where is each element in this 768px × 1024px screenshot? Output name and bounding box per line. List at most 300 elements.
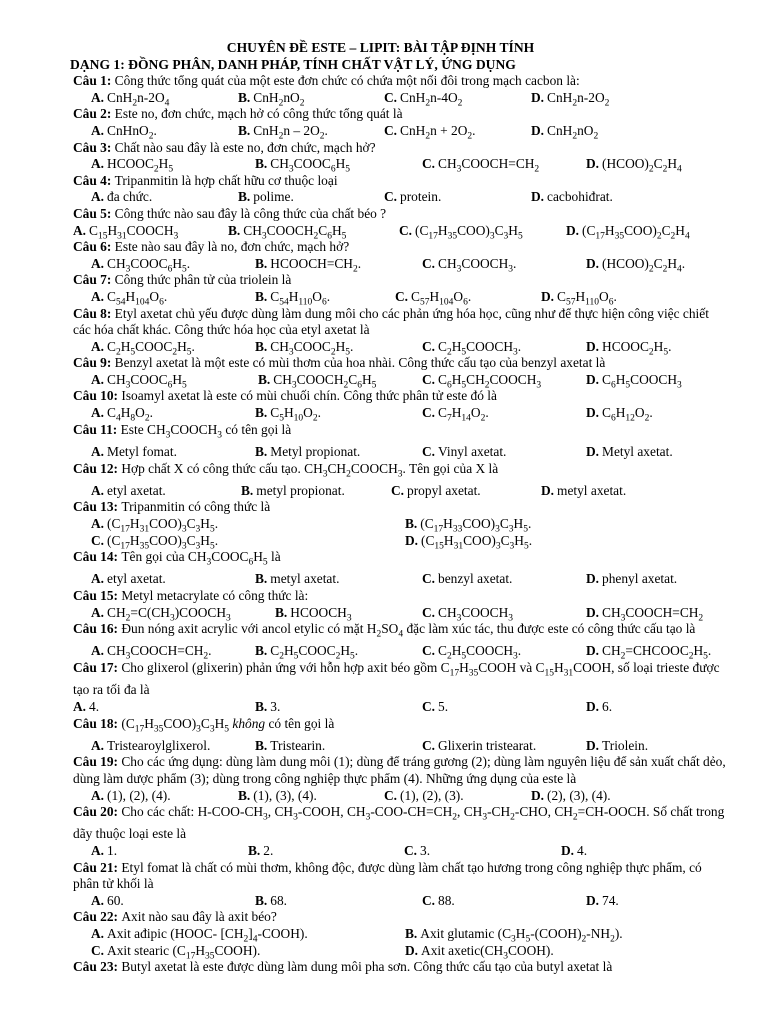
options-row <box>73 90 728 107</box>
option-text: Tristearoylglixerol. <box>107 737 211 753</box>
option-label: C. <box>399 222 413 238</box>
option-text: Axit $axetic(CH_3COOH)$. <box>421 942 554 962</box>
option-d[interactable] <box>586 444 673 461</box>
question-number: Câu 9: <box>73 355 115 371</box>
question-number: Câu 22: <box>73 909 122 925</box>
option-c[interactable] <box>404 843 430 860</box>
option-label: C. <box>384 787 398 803</box>
option-d[interactable] <box>405 533 532 555</box>
options-row <box>73 444 728 461</box>
option-text: $C_{15}H_{31}COOCH_3$ <box>89 222 179 242</box>
option-label: A. <box>91 288 105 304</box>
option-label: A. <box>91 89 105 105</box>
option-text: cacbohiđrat. <box>547 189 613 205</box>
option-text: etyl axetat. <box>107 482 166 498</box>
option-label: B. <box>255 737 268 753</box>
question-number: Câu 19: <box>73 754 122 770</box>
option-text: $C_{54}H_{110}O_6$. <box>270 288 331 308</box>
option-text: $CH_3COOCH_2C_6H_5$ <box>273 371 377 391</box>
option-text: $CnH_2n-2O_4$ <box>107 89 170 109</box>
option-b[interactable] <box>255 699 280 716</box>
question-text: Đun nóng axit acrylic với ancol etylic có mặt $H_2SO_4$ đặc làm xúc tác, thu được este có công thức cấu tạo là <box>121 621 696 640</box>
option-label: B. <box>258 371 271 387</box>
option-label: D. <box>566 222 580 238</box>
options-row <box>73 516 728 533</box>
option-label: D. <box>541 288 555 304</box>
question-number: Câu 11: <box>73 421 121 437</box>
option-label: D. <box>586 892 600 908</box>
option-b[interactable] <box>228 223 346 245</box>
question-22 <box>73 909 728 926</box>
question-text: Cho các ứng dụng: dùng làm dung môi (1); dùng để tráng gương (2); dùng làm nguyên liệu để sản xuất chất dẻo, dùng làm dược phẩm (3); dùng trong công nghiệp thực phẩm (4). Những ứng dụng của este là <box>73 754 726 786</box>
option-label: D. <box>586 737 600 753</box>
question-number: Câu 8: <box>73 305 115 321</box>
option-label: D. <box>405 942 419 958</box>
option-text: $C_{54}H_{104}O_6$. <box>107 288 168 308</box>
option-label: C. <box>422 571 436 587</box>
option-text: polime. <box>253 189 294 205</box>
option-label: B. <box>405 925 418 941</box>
option-text: Axit glutamic $(C_3H_5-(COOH)_2-NH_2)$. <box>420 925 623 945</box>
option-text: $(C_{17}H_{35}COO)_3C_3H_5$. <box>107 532 219 552</box>
option-label: C. <box>422 643 436 659</box>
option-label: B. <box>255 405 268 421</box>
option-text: $C_4H_8O_2$. <box>107 405 153 424</box>
option-label: D. <box>405 532 419 548</box>
question-number: Câu 23: <box>73 959 122 975</box>
option-text: $C_2H_5COOCH_3$. <box>438 338 522 358</box>
option-text: (1), (2), (3). <box>400 787 464 803</box>
options-row <box>73 223 728 240</box>
option-a[interactable] <box>91 289 167 311</box>
question-number: Câu 13: <box>73 499 122 515</box>
option-d[interactable] <box>586 571 677 588</box>
option-text: propyl axetat. <box>407 482 481 498</box>
option-text: Glixerin tristearat. <box>438 737 537 753</box>
option-text: $HCOOC_2H_5$ <box>107 156 174 175</box>
option-b[interactable] <box>255 893 287 910</box>
option-text: $C_2H_5COOC_2H_5$. <box>270 643 359 663</box>
option-label: D. <box>586 255 600 271</box>
option-d[interactable] <box>586 643 711 665</box>
option-label: C. <box>422 338 436 354</box>
question-text: Este nào sau đây là no, đơn chức, mạch hở? <box>114 239 350 255</box>
question-5 <box>73 206 728 223</box>
option-d[interactable] <box>586 156 682 178</box>
option-label: B. <box>255 255 268 271</box>
option-label: C. <box>422 156 436 172</box>
option-label: A. <box>91 189 105 205</box>
option-label: A. <box>91 843 105 859</box>
option-d[interactable] <box>531 788 611 805</box>
option-d[interactable] <box>566 223 690 245</box>
option-a[interactable] <box>91 189 152 206</box>
option-b[interactable] <box>255 444 360 461</box>
option-label: B. <box>255 443 268 459</box>
option-b[interactable] <box>238 90 304 112</box>
option-text: CnHnO$_2$. <box>107 122 157 142</box>
question-text: Butyl axetat là este được dùng làm dung môi pha sơn. Công thức cấu tạo của butyl axetat là <box>121 959 613 975</box>
option-text: $(C_{17}H_{31}COO)_3C_3H_5$. <box>107 515 219 535</box>
option-c[interactable] <box>422 893 455 910</box>
options-row <box>73 256 728 273</box>
option-c[interactable] <box>384 189 441 206</box>
option-a[interactable] <box>91 156 173 178</box>
option-d[interactable] <box>586 605 703 627</box>
question-text: Metyl metacrylate có công thức là: <box>121 588 309 604</box>
option-label: C. <box>422 255 436 271</box>
option-label: A. <box>91 122 105 138</box>
option-label: C. <box>422 443 436 459</box>
options-row <box>73 699 728 716</box>
question-12 <box>73 461 728 483</box>
options-row <box>73 605 728 622</box>
page-title: CHUYÊN ĐỀ ESTE – LIPIT: BÀI TẬP ĐỊNH TÍNH <box>226 40 535 55</box>
option-text: 5. <box>438 698 449 714</box>
option-d[interactable] <box>561 843 587 860</box>
option-text: $CH_3COOCH=CH_2$ <box>438 156 540 175</box>
option-b[interactable] <box>255 156 350 178</box>
option-label: D. <box>531 122 545 138</box>
option-c[interactable] <box>422 372 541 394</box>
option-label: A. <box>91 255 105 271</box>
option-c[interactable] <box>422 256 516 278</box>
option-a[interactable] <box>91 256 190 278</box>
option-b[interactable] <box>255 289 330 311</box>
option-b[interactable] <box>255 571 339 588</box>
options-row <box>73 289 728 306</box>
option-text: $(C_{17}H_{35}COO)_3C_3H_5$ <box>415 222 523 242</box>
option-d[interactable] <box>541 289 617 311</box>
option-label: C. <box>404 843 418 859</box>
option-b[interactable] <box>238 189 294 206</box>
option-text: $(HCOO)_2C_2H_4$ <box>602 156 682 175</box>
option-d[interactable] <box>586 372 682 394</box>
option-a[interactable] <box>91 843 117 860</box>
option-label: B. <box>405 515 418 531</box>
option-label: C. <box>395 288 409 304</box>
option-text: 68. <box>270 892 288 908</box>
options-row <box>73 571 728 588</box>
option-text: $CH_3COOCH_3$. <box>438 255 517 275</box>
option-text: $CH_3COOC_6H_5$ <box>270 156 351 175</box>
option-text: $CnH_2nO_2$ <box>253 89 305 109</box>
option-text: etyl axetat. <box>107 571 166 587</box>
option-label: D. <box>586 604 600 620</box>
option-text: $CH_3COOC_6H_5$ <box>107 371 187 391</box>
option-text: protein. <box>400 189 442 205</box>
option-c[interactable] <box>422 571 512 588</box>
option-label: A. <box>91 737 105 753</box>
option-text: $C_6H_5COOCH_3$ <box>602 371 682 391</box>
options-row <box>73 788 728 805</box>
option-text: $CH_3COOCH_2C_6H_5$ <box>243 222 347 242</box>
question-number: Câu 14: <box>73 549 122 565</box>
option-label: D. <box>586 371 600 387</box>
option-d[interactable] <box>541 483 626 500</box>
option-c[interactable] <box>422 605 513 627</box>
option-label: D. <box>531 787 545 803</box>
option-text: $C_6H_5CH_2COOCH_3$ <box>438 371 542 391</box>
option-label: A. <box>91 405 105 421</box>
option-text: $HCOOCH=CH_2$. <box>270 255 362 275</box>
option-label: B. <box>255 892 268 908</box>
option-label: A. <box>91 482 105 498</box>
option-a[interactable] <box>91 738 210 755</box>
option-b[interactable] <box>255 339 353 361</box>
option-text: $C_5H_{10}O_2$. <box>270 405 321 424</box>
option-a[interactable] <box>91 444 177 461</box>
question-number: Câu 1: <box>73 73 115 89</box>
option-d[interactable] <box>531 189 613 206</box>
option-label: C. <box>422 698 436 714</box>
option-b[interactable] <box>241 483 345 500</box>
options-row <box>73 372 728 389</box>
option-c[interactable] <box>422 444 506 461</box>
option-b[interactable] <box>255 256 361 278</box>
option-d[interactable] <box>405 943 554 965</box>
question-text: Benzyl axetat là một este có mùi thơm của hoa nhài. Công thức cấu tạo của benzyl axetat là <box>114 355 606 371</box>
option-text: Axit stearic $(C_{17}H_{35}COOH)$. <box>107 942 261 962</box>
option-d[interactable] <box>531 90 609 112</box>
question-text: Este no, đơn chức, mạch hở có công thức tổng quát là <box>114 106 403 122</box>
option-b[interactable] <box>258 372 376 394</box>
question-text: Isoamyl axetat là este có mùi chuối chín. Công thức phân tử este đó là <box>121 388 497 404</box>
option-label: D. <box>541 482 555 498</box>
option-d[interactable] <box>586 738 648 755</box>
option-text: 3. <box>270 698 281 714</box>
question-number: Câu 6: <box>73 239 115 255</box>
options-row <box>73 123 728 140</box>
option-c[interactable] <box>422 156 539 178</box>
options-row <box>73 189 728 206</box>
options-row <box>73 483 728 500</box>
option-label: C. <box>91 942 105 958</box>
option-text: 1. <box>107 843 118 859</box>
option-label: B. <box>255 156 268 172</box>
option-text: $CH_3COOCH=CH_2$ <box>602 604 704 624</box>
option-c[interactable] <box>399 223 523 245</box>
option-text: benzyl axetat. <box>438 571 513 587</box>
option-a[interactable] <box>91 483 166 500</box>
question-text: Công thức phân tử của triolein là <box>114 272 292 288</box>
option-text: 4. <box>577 843 588 859</box>
option-text: Tristearin. <box>270 737 326 753</box>
option-text: $(C_{17}H_{33}COO)_3C_3H_5$. <box>420 515 532 535</box>
option-label: C. <box>422 737 436 753</box>
question-text: Este $CH_3COOCH_3$ có tên gọi là <box>120 421 292 441</box>
option-label: D. <box>586 698 600 714</box>
option-text: $CnH_2n-4O_2$ <box>400 89 463 109</box>
option-c[interactable] <box>422 738 536 755</box>
question-number: Câu 18: <box>73 715 122 731</box>
option-label: C. <box>384 122 398 138</box>
option-label: A. <box>91 787 105 803</box>
question-text: Hợp chất X có công thức cấu tạo. $CH_3CH_2COOCH_3$. Tên gọi của X là <box>121 460 499 480</box>
option-c[interactable] <box>384 788 464 805</box>
option-d[interactable] <box>586 256 685 278</box>
question-19 <box>73 754 728 787</box>
option-a[interactable] <box>91 339 195 361</box>
question-number: Câu 16: <box>73 621 122 637</box>
option-text: $CH_3COOCH=CH_2$. <box>107 643 212 663</box>
question-text: Tripanmitin là hợp chất hữu cơ thuộc loại <box>114 172 338 188</box>
question-text: Tên gọi của $CH_3COOC_6H_5$ là <box>121 549 281 568</box>
question-number: Câu 15: <box>73 588 122 604</box>
option-b[interactable] <box>255 643 358 665</box>
option-text: Metyl fomat. <box>107 443 177 459</box>
option-d[interactable] <box>586 893 619 910</box>
option-a[interactable] <box>73 699 99 716</box>
options-row <box>73 339 728 356</box>
option-label: B. <box>275 604 288 620</box>
option-label: D. <box>586 643 600 659</box>
option-c[interactable] <box>91 943 260 965</box>
option-c[interactable] <box>391 483 481 500</box>
option-text: $C_6H_{12}O_2$. <box>602 405 653 424</box>
option-a[interactable] <box>91 605 231 627</box>
option-b[interactable] <box>275 605 352 627</box>
option-d[interactable] <box>531 123 598 145</box>
question-text: $(C_{17}H_{35}COO)_3C_3H_5$ không có tên gọi là <box>121 715 335 735</box>
option-a[interactable] <box>91 90 169 112</box>
option-a[interactable] <box>91 643 212 665</box>
option-c[interactable] <box>384 90 462 112</box>
question-number: Câu 5: <box>73 205 115 221</box>
option-label: A. <box>91 571 105 587</box>
option-a[interactable] <box>91 893 124 910</box>
option-c[interactable] <box>395 289 471 311</box>
options-row <box>73 926 728 943</box>
option-c[interactable] <box>422 699 448 716</box>
question-text: Cho các chất: $H-COO-CH_3$, $CH_3$-COOH, $CH_3-COO-CH=CH_2$, $CH_3-CH_2$-CHO, $CH_2=CH$-OOCH. Số chất trong dãy thuộc loại este là <box>73 804 725 842</box>
option-b[interactable] <box>248 843 273 860</box>
options-row <box>73 533 728 550</box>
option-text: $(C_{17}H_{35}COO)_2C_2H_4$ <box>582 222 690 242</box>
option-text: metyl propionat. <box>256 482 345 498</box>
option-text: Axit ađipic (HOOC- $[CH_2]_4-COOH$). <box>107 925 308 945</box>
option-label: A. <box>91 515 105 531</box>
option-label: A. <box>91 371 105 387</box>
option-label: B. <box>255 338 268 354</box>
option-label: C. <box>422 892 436 908</box>
question-number: Câu 2: <box>73 106 115 122</box>
option-c[interactable] <box>422 643 521 665</box>
options-row <box>73 643 728 663</box>
option-text: $C_{57}H_{110}O_6$. <box>557 288 617 308</box>
question-text: Công thức nào sau đây là công thức của chất béo ? <box>114 205 387 221</box>
option-text: 3. <box>420 843 431 859</box>
question-13 <box>73 499 728 516</box>
question-21 <box>73 860 728 893</box>
question-number: Câu 20: <box>73 804 122 820</box>
option-a[interactable] <box>91 788 171 805</box>
option-text: $CnH_2nO_2$ <box>547 122 599 142</box>
option-c[interactable] <box>384 123 476 145</box>
option-text: $CH_2=C(CH_3)COOCH_3$ <box>107 604 231 624</box>
section-heading: DẠNG 1: ĐỒNG PHÂN, DANH PHÁP, TÍNH CHẤT VẬT LÝ, ỨNG DỤNG <box>70 56 516 72</box>
option-label: C. <box>422 604 436 620</box>
option-a[interactable] <box>91 571 166 588</box>
option-label: C. <box>384 189 398 205</box>
option-a[interactable] <box>91 372 187 394</box>
option-text: $C_{57}H_{104}O_6$. <box>411 288 472 308</box>
option-b[interactable] <box>238 123 328 145</box>
option-text: $C_7H_{14}O_2$. <box>438 405 489 424</box>
option-label: D. <box>531 189 545 205</box>
options-row <box>73 405 728 422</box>
options-row <box>73 893 728 910</box>
option-label: A. <box>91 604 105 620</box>
question-text: Etyl axetat chủ yếu được dùng làm dung môi cho các phản ứng hóa học, cũng như để thực hiện công việc chiết các hóa chất khác. Công thức hóa học của etyl axetat là <box>73 305 709 338</box>
option-d[interactable] <box>586 339 671 361</box>
option-text: $CnH_2n - 2O_2$. <box>253 122 328 142</box>
option-text: phenyl axetat. <box>602 571 678 587</box>
option-label: D. <box>586 156 600 172</box>
option-label: A. <box>91 443 105 459</box>
option-label: B. <box>228 222 241 238</box>
option-text: $CH_3COOCH_3$ <box>438 604 514 624</box>
option-text: (2), (3), (4). <box>547 787 611 803</box>
option-label: D. <box>561 843 575 859</box>
option-d[interactable] <box>586 405 653 427</box>
option-label: B. <box>255 643 268 659</box>
option-a[interactable] <box>91 123 157 145</box>
question-text: Công thức tổng quát của một este đơn chức có chứa một nối đôi trong mạch cacbon là: <box>114 73 580 89</box>
question-15 <box>73 588 728 605</box>
option-c[interactable] <box>91 533 218 555</box>
option-text: $CH_3COOC_2H_5$. <box>270 338 354 358</box>
option-label: D. <box>586 571 600 587</box>
option-text: $CnH_2n-2O_2$ <box>547 89 610 109</box>
option-text: đa chức. <box>107 189 153 205</box>
option-text: 6. <box>602 698 613 714</box>
option-text: $(C_{15}H_{31}COO)_3C_3H_5$. <box>421 532 533 552</box>
option-c[interactable] <box>422 339 521 361</box>
option-text: (1), (2), (4). <box>107 787 171 803</box>
question-number: Câu 3: <box>73 139 115 155</box>
option-label: C. <box>391 482 405 498</box>
option-b[interactable] <box>255 405 321 427</box>
question-17 <box>73 660 728 699</box>
options-row <box>73 156 728 173</box>
option-a[interactable] <box>73 223 178 245</box>
question-number: Câu 21: <box>73 859 122 875</box>
question-20 <box>73 804 728 843</box>
option-label: B. <box>238 189 251 205</box>
option-label: A. <box>91 156 105 172</box>
option-label: B. <box>255 698 268 714</box>
option-text: $HCOOCH_3$ <box>290 604 352 624</box>
option-d[interactable] <box>586 699 612 716</box>
option-b[interactable] <box>238 788 317 805</box>
option-a[interactable] <box>91 405 153 427</box>
option-b[interactable] <box>255 738 325 755</box>
question-number: Câu 10: <box>73 388 122 404</box>
option-text: $CnH_2n + 2O_2$. <box>400 122 476 142</box>
option-label: B. <box>248 843 261 859</box>
option-text: Metyl axetat. <box>602 443 673 459</box>
option-text: 88. <box>438 892 455 908</box>
question-number: Câu 12: <box>73 460 122 476</box>
option-c[interactable] <box>422 405 489 427</box>
question-text: Cho glixerol (glixerin) phản ứng với hỗn hợp axit béo gồm $C_{17}H_{35}COOH$ và $C_{15}H_{31}COOH$, số loại trieste được tạo ra tối đa là <box>73 660 720 698</box>
option-label: B. <box>238 122 251 138</box>
option-label: C. <box>422 371 436 387</box>
option-label: A. <box>91 925 105 941</box>
option-label: B. <box>238 787 251 803</box>
option-text: Metyl propionat. <box>270 443 361 459</box>
